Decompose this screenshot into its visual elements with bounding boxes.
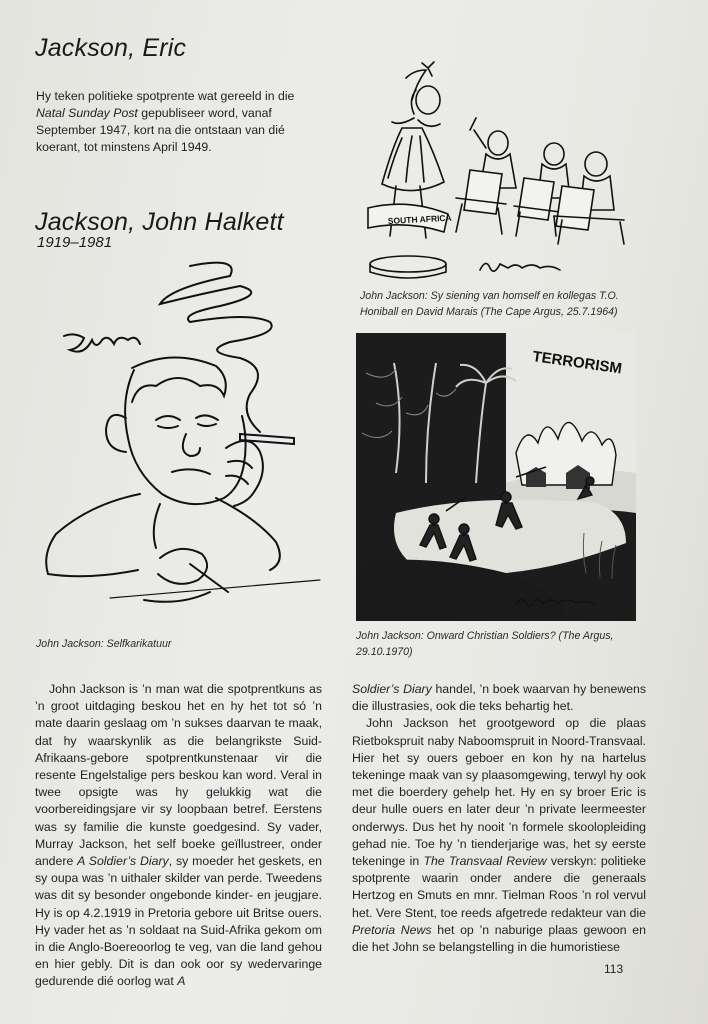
body-column-right (352, 681, 646, 956)
entry-heading-eric: Jackson, Eric (35, 34, 187, 62)
book-title-start: A (177, 974, 186, 989)
book-title: A Soldier’s Diary (77, 854, 169, 869)
book-title-end: Soldier’s Diary (352, 682, 432, 696)
caption-cartoon-terrorism: John Jackson: Onward Christian Soldiers? (The Argus, 29.10.1970) (356, 630, 614, 658)
publication-title: The Transvaal Review (423, 854, 547, 869)
body-paragraph: John Jackson is ’n man wat die spotprentkuns as ’n groot uitdaging beskou het en hy het tot só ’n mate daarin geslaag om ’n sukses daarvan te maak, dat hy waarskynlik as die belangrikste Suid-Afrikaans-gebore spotprentkunstenaar vir die resente Engelstalige pers beskou kan word. Veral in twee opsigte was hy gelukkig wat die voorbereidingsjare vir sy loopbaan betref. Eerstens was sy familie die kunste goedgesind. Sy vader, Murray Jackson, het self boeke geïllustreer, onder andere A Soldier’s Diary, sy moeder het geskets, en sy oupa was ’n uithaler skilder van perde. Tweedens was dit sy besonder ongebonde kinder- en jeugjare. Hy is op 4.2.1919 in Pretoria gebore uit Britse ouers. Hy vader het as ’n soldaat na Suid-Afrika gekom om in die Anglo-Boereoorlog te veg, van die land gehou en hier gebly. Dit is dan ook oor sy wedervaringe gedurende dié oorlog wat A (35, 682, 322, 989)
caption-self-caricature: John Jackson: Selfkarikatuur (36, 638, 172, 650)
publication-title: Pretoria News (352, 922, 432, 937)
body-paragraph: John Jackson het grootgeword op die plaas Rietbokspruit naby Naboomspruit in Noord-Transvaal. Hier het sy ouers geboer en kon hy na hartelus tekeninge maak van sy plaasomgewing, terwyl hy ook met die boerdery gehelp het. Hy en sy broer Eric is deur hulle ouers en later deur ’n private leermeester onderwys. Dus het hy nooit ’n formele skoolopleiding gehad nie. Toe hy ’n tienderjarige was, het sy eerste tekeninge in The Transvaal Review verskyn: politieke spotprente waarin onder andere die generaals Hertzog en Smuts en mnr. Tielman Roos ’n rol vervul het. Vere Stent, toe reeds afgetrede redakteur van die Pretoria News het op ’n naburige plaas gewoon en die het John se belangstelling in die humoristiese (352, 716, 646, 955)
cartoon-banner-text: SOUTH AFRICA (387, 212, 452, 226)
caption-cartoon-colleagues: John Jackson: Sy siening van homself en kollegas T.O. Honiball en David Marais (The Cape Argus, 25.7.1964) (360, 290, 619, 318)
cartoon-banner-text: TERRORISM (531, 348, 623, 378)
self-caricature-illustration (40, 258, 325, 630)
cartoon-colleagues-illustration (358, 58, 648, 280)
publication-title: Natal Sunday Post (36, 106, 138, 120)
entry-heading-john: Jackson, John Halkett (35, 208, 284, 236)
page-number: 113 (604, 962, 624, 976)
cartoon-terrorism-illustration (356, 333, 636, 621)
body-column-left (35, 681, 322, 991)
entry-text-eric: Hy teken politieke spotprente wat gereeld in die Natal Sunday Post gepubliseer word, vanaf September 1947, kort na die ontstaan van dié koerant, tot minstens April 1949. (36, 89, 295, 154)
body-paragraph: Soldier’s Diary handel, ’n boek waarvan hy benewens die illustrasies, ook die teks behartig het. (352, 682, 646, 714)
life-years: 1919–1981 (37, 234, 113, 251)
